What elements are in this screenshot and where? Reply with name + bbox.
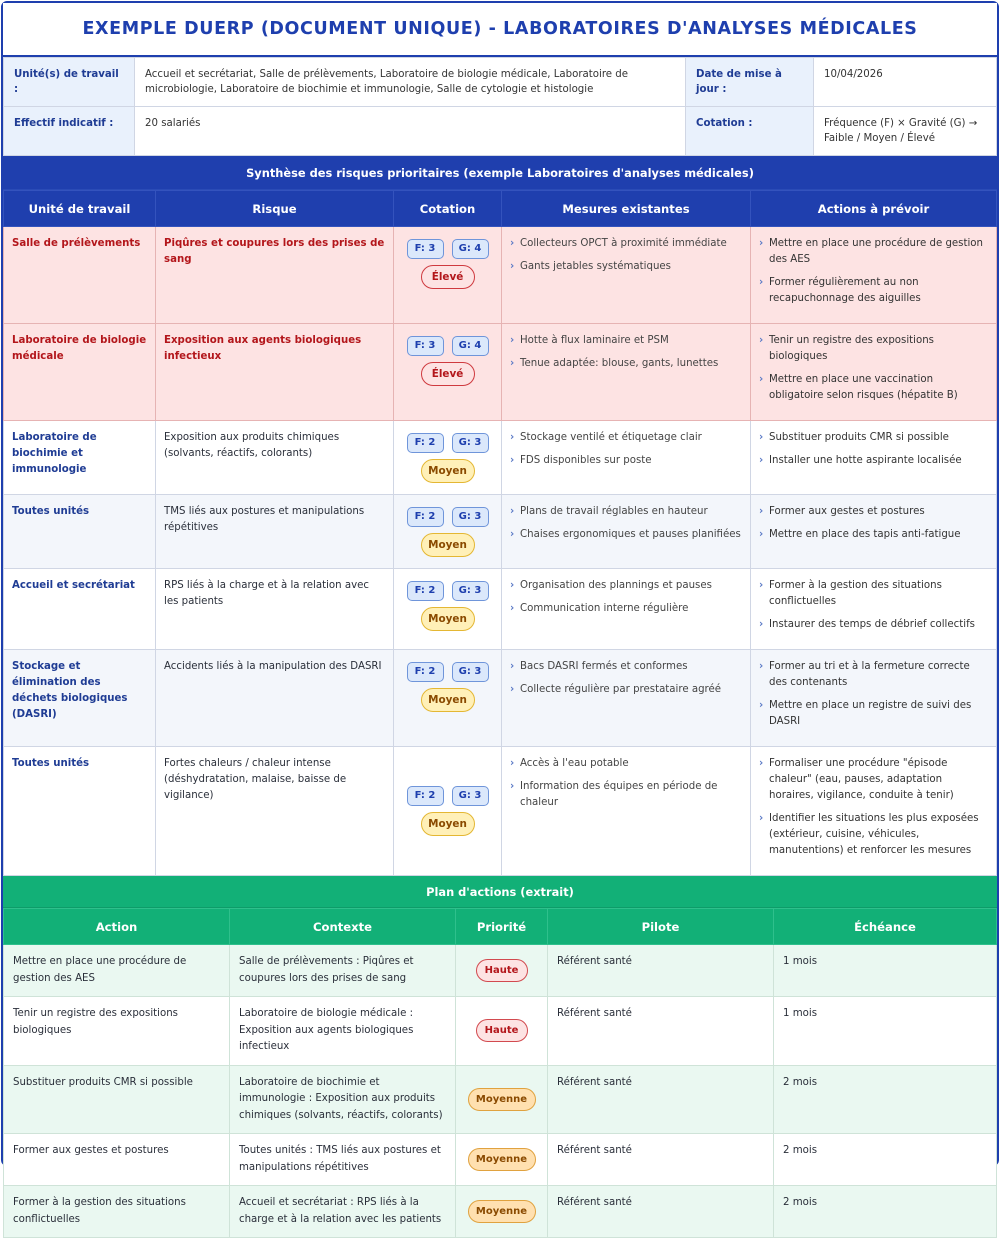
date-value: 10/04/2026 (814, 58, 997, 107)
plan-row (4, 1065, 997, 1134)
duerp-document (1, 1, 999, 1225)
document-title: EXEMPLE DUERP (DOCUMENT UNIQUE) - LABORATOIRES D'ANALYSES MÉDICALES (3, 3, 997, 57)
measure-item: › Organisation des plannings et pauses (510, 578, 742, 594)
risk-row (4, 227, 997, 324)
risk-level-badge: Élevé (421, 265, 475, 289)
staff-value: 20 salariés (135, 107, 686, 156)
action-item: › Former aux gestes et postures (759, 504, 988, 520)
info-row (4, 107, 997, 156)
staff-label: Effectif indicatif : (4, 107, 135, 156)
risk-level-badge: Moyen (421, 459, 475, 483)
gravity-chip: G: 3 (452, 662, 489, 682)
gravity-chip: G: 3 (452, 581, 489, 601)
plan-due: 2 mois (774, 1134, 997, 1186)
plan-pilot: Référent santé (548, 1134, 774, 1186)
risk-rating (394, 495, 502, 569)
frequency-chip: F: 2 (407, 507, 444, 527)
frequency-chip: F: 3 (407, 239, 444, 259)
risk-row (4, 495, 997, 569)
risk-unit: Laboratoire de biochimie et immunologie (4, 421, 156, 495)
plan-action: Substituer produits CMR si possible (4, 1065, 230, 1134)
risk-rating (394, 569, 502, 650)
risk-rating (394, 324, 502, 421)
action-item: › Formaliser une procédure "épisode chaleur" (eau, pauses, adaptation horaires, vigilance, conduite à tenir) (759, 756, 988, 804)
measure-item: › Plans de travail réglables en hauteur (510, 504, 742, 520)
frequency-chip: F: 3 (407, 336, 444, 356)
existing-measures (502, 227, 751, 324)
planned-actions (751, 324, 997, 421)
plan-action: Mettre en place une procédure de gestion des AES (4, 945, 230, 997)
risk-unit: Accueil et secrétariat (4, 569, 156, 650)
measure-item: › Stockage ventilé et étiquetage clair (510, 430, 742, 446)
existing-measures (502, 495, 751, 569)
priority-badge: Moyenne (468, 1088, 536, 1111)
risk-unit: Salle de prélèvements (4, 227, 156, 324)
action-item: › Mettre en place une vaccination obligatoire selon risques (hépatite B) (759, 372, 988, 404)
frequency-chip: F: 2 (407, 433, 444, 453)
risk-section-title: Synthèse des risques prioritaires (exemple Laboratoires d'analyses médicales) (3, 156, 997, 190)
measure-item: › Collecte régulière par prestataire agréé (510, 682, 742, 698)
action-item: › Former au tri et à la fermeture correcte des contenants (759, 659, 988, 691)
plan-due: 1 mois (774, 945, 997, 997)
risk-row (4, 569, 997, 650)
plan-context: Laboratoire de biochimie et immunologie : Exposition aux produits chimiques (solvants, réactifs, colorants) (230, 1065, 456, 1134)
risk-level-badge: Moyen (421, 812, 475, 836)
gravity-chip: G: 3 (452, 786, 489, 806)
action-item: › Identifier les situations les plus exposées (extérieur, cuisine, véhicules, manutentions) et renforcer les mesures (759, 811, 988, 859)
plan-context: Toutes unités : TMS liés aux postures et manipulations répétitives (230, 1134, 456, 1186)
units-value: Accueil et secrétariat, Salle de prélèvements, Laboratoire de biologie médicale, Laboratoire de microbiologie, Laboratoire de biochimie et immunologie, Salle de cytologie et histologie (135, 58, 686, 107)
plan-action: Former aux gestes et postures (4, 1134, 230, 1186)
risk-header-row (4, 191, 997, 227)
measure-item: › Tenue adaptée: blouse, gants, lunettes (510, 356, 742, 372)
existing-measures (502, 747, 751, 876)
plan-pilot: Référent santé (548, 945, 774, 997)
header-action: Action (4, 909, 230, 945)
plan-priority-cell (456, 1065, 548, 1134)
plan-section-title: Plan d'actions (extrait) (3, 876, 997, 908)
measure-item: › Information des équipes en période de chaleur (510, 779, 742, 811)
planned-actions (751, 227, 997, 324)
risk-name: RPS liés à la charge et à la relation avec les patients (156, 569, 394, 650)
plan-context: Laboratoire de biologie médicale : Exposition aux agents biologiques infectieux (230, 997, 456, 1066)
plan-priority-cell (456, 945, 548, 997)
header-risk: Risque (156, 191, 394, 227)
risk-name: TMS liés aux postures et manipulations répétitives (156, 495, 394, 569)
rating-value: Fréquence (F) × Gravité (G) → Faible / Moyen / Élevé (814, 107, 997, 156)
planned-actions (751, 569, 997, 650)
risk-level-badge: Moyen (421, 688, 475, 712)
risk-unit: Stockage et élimination des déchets biologiques (DASRI) (4, 650, 156, 747)
plan-row (4, 1186, 997, 1238)
existing-measures (502, 650, 751, 747)
plan-row (4, 945, 997, 997)
plan-priority-cell (456, 997, 548, 1066)
risk-table (3, 190, 997, 876)
action-item: › Tenir un registre des expositions biologiques (759, 333, 988, 365)
header-due-date: Échéance (774, 909, 997, 945)
plan-pilot: Référent santé (548, 1186, 774, 1238)
risk-rating (394, 747, 502, 876)
header-actions: Actions à prévoir (751, 191, 997, 227)
header-pilot: Pilote (548, 909, 774, 945)
plan-context: Accueil et secrétariat : RPS liés à la charge et à la relation avec les patients (230, 1186, 456, 1238)
measure-item: › Communication interne régulière (510, 601, 742, 617)
header-priority: Priorité (456, 909, 548, 945)
measure-item: › Bacs DASRI fermés et conformes (510, 659, 742, 675)
measure-item: › FDS disponibles sur poste (510, 453, 742, 469)
gravity-chip: G: 4 (452, 239, 489, 259)
measure-item: › Collecteurs OPCT à proximité immédiate (510, 236, 742, 252)
risk-name: Accidents liés à la manipulation des DASRI (156, 650, 394, 747)
plan-priority-cell (456, 1186, 548, 1238)
plan-pilot: Référent santé (548, 1065, 774, 1134)
planned-actions (751, 747, 997, 876)
action-item: › Mettre en place des tapis anti-fatigue (759, 527, 988, 543)
risk-name: Exposition aux produits chimiques (solvants, réactifs, colorants) (156, 421, 394, 495)
risk-unit: Laboratoire de biologie médicale (4, 324, 156, 421)
measure-item: › Accès à l'eau potable (510, 756, 742, 772)
existing-measures (502, 324, 751, 421)
header-measures: Mesures existantes (502, 191, 751, 227)
priority-badge: Moyenne (468, 1200, 536, 1223)
header-unit: Unité de travail (4, 191, 156, 227)
priority-badge: Haute (476, 1019, 528, 1042)
risk-row (4, 650, 997, 747)
plan-row (4, 997, 997, 1066)
risk-rating (394, 650, 502, 747)
priority-badge: Moyenne (468, 1148, 536, 1171)
rating-label: Cotation : (686, 107, 814, 156)
risk-level-badge: Moyen (421, 533, 475, 557)
action-item: › Former régulièrement au non recapuchonnage des aiguilles (759, 275, 988, 307)
plan-header-row (4, 909, 997, 945)
date-label: Date de mise à jour : (686, 58, 814, 107)
risk-unit: Toutes unités (4, 495, 156, 569)
plan-context: Salle de prélèvements : Piqûres et coupures lors des prises de sang (230, 945, 456, 997)
risk-rating (394, 227, 502, 324)
measure-item: › Gants jetables systématiques (510, 259, 742, 275)
plan-due: 2 mois (774, 1186, 997, 1238)
plan-action: Tenir un registre des expositions biologiques (4, 997, 230, 1066)
plan-priority-cell (456, 1134, 548, 1186)
frequency-chip: F: 2 (407, 786, 444, 806)
action-item: › Installer une hotte aspirante localisée (759, 453, 988, 469)
risk-rating (394, 421, 502, 495)
gravity-chip: G: 3 (452, 433, 489, 453)
plan-row (4, 1134, 997, 1186)
risk-name: Exposition aux agents biologiques infectieux (156, 324, 394, 421)
action-plan-table (3, 908, 997, 1238)
existing-measures (502, 421, 751, 495)
gravity-chip: G: 3 (452, 507, 489, 527)
action-item: › Former à la gestion des situations conflictuelles (759, 578, 988, 610)
action-item: › Instaurer des temps de débrief collectifs (759, 617, 988, 633)
existing-measures (502, 569, 751, 650)
gravity-chip: G: 4 (452, 336, 489, 356)
info-row (4, 58, 997, 107)
risk-name: Fortes chaleurs / chaleur intense (déshydratation, malaise, baisse de vigilance) (156, 747, 394, 876)
frequency-chip: F: 2 (407, 581, 444, 601)
units-label: Unité(s) de travail : (4, 58, 135, 107)
risk-name: Piqûres et coupures lors des prises de sang (156, 227, 394, 324)
measure-item: › Hotte à flux laminaire et PSM (510, 333, 742, 349)
plan-due: 1 mois (774, 997, 997, 1066)
planned-actions (751, 650, 997, 747)
plan-pilot: Référent santé (548, 997, 774, 1066)
risk-level-badge: Élevé (421, 362, 475, 386)
measure-item: › Chaises ergonomiques et pauses planifiées (510, 527, 742, 543)
action-item: › Substituer produits CMR si possible (759, 430, 988, 446)
action-item: › Mettre en place une procédure de gestion des AES (759, 236, 988, 268)
plan-due: 2 mois (774, 1065, 997, 1134)
header-rating: Cotation (394, 191, 502, 227)
header-context: Contexte (230, 909, 456, 945)
risk-unit: Toutes unités (4, 747, 156, 876)
planned-actions (751, 495, 997, 569)
risk-row (4, 747, 997, 876)
risk-row (4, 421, 997, 495)
action-item: › Mettre en place un registre de suivi des DASRI (759, 698, 988, 730)
plan-action: Former à la gestion des situations conflictuelles (4, 1186, 230, 1238)
risk-level-badge: Moyen (421, 607, 475, 631)
planned-actions (751, 421, 997, 495)
frequency-chip: F: 2 (407, 662, 444, 682)
info-table (3, 57, 997, 156)
priority-badge: Haute (476, 959, 528, 982)
risk-row (4, 324, 997, 421)
